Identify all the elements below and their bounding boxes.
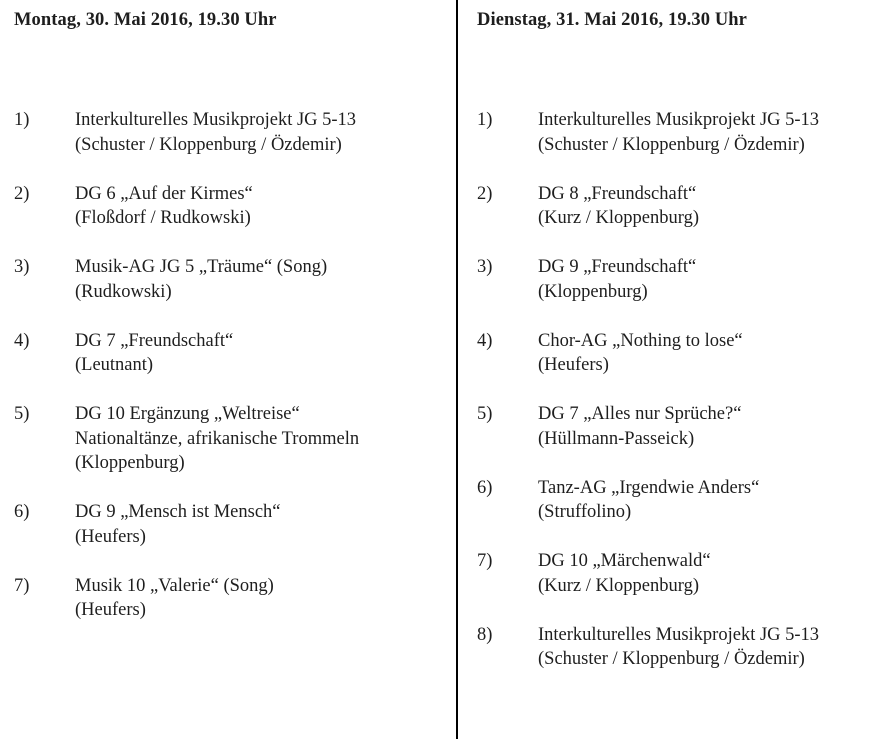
item-people: (Heufers) <box>538 355 609 375</box>
item-text <box>75 108 356 157</box>
item-number: 7) <box>477 551 493 571</box>
item-number: 4) <box>477 330 493 351</box>
program-item <box>477 108 819 157</box>
item-text <box>538 549 711 598</box>
item-text <box>75 329 233 378</box>
item-number: 3) <box>14 257 30 277</box>
item-text <box>538 182 699 231</box>
item-people: (Heufers) <box>75 600 146 620</box>
item-text <box>538 108 819 157</box>
item-people: (Kurz / Kloppenburg) <box>538 208 699 228</box>
item-title: DG 9 „Mensch ist Mensch“ <box>75 502 281 522</box>
item-number: 4) <box>14 330 30 351</box>
item-people: (Schuster / Kloppenburg / Özdemir) <box>75 134 342 155</box>
program-item <box>477 476 819 525</box>
item-title: DG 6 „Auf der Kirmes“ <box>75 183 253 204</box>
item-people: (Rudkowski) <box>75 281 172 302</box>
item-title: DG 10 Ergänzung „Weltreise“ <box>75 404 300 424</box>
item-people: (Schuster / Kloppenburg / Özdemir) <box>538 134 805 155</box>
item-number: 7) <box>14 575 30 596</box>
item-text <box>75 255 327 304</box>
item-title: DG 9 „Freundschaft“ <box>538 257 697 277</box>
program-item <box>14 500 359 549</box>
item-number: 8) <box>477 624 493 645</box>
monday-heading: Montag, 30. Mai 2016, 19.30 Uhr <box>14 10 277 30</box>
item-title: DG 10 „Märchenwald“ <box>538 551 711 571</box>
item-number: 1) <box>14 110 30 130</box>
item-text <box>75 574 274 623</box>
item-people: (Kloppenburg) <box>538 281 648 302</box>
item-title: DG 7 „Alles nur Sprüche?“ <box>538 404 742 424</box>
item-people: (Leutnant) <box>75 355 154 375</box>
program-item <box>14 402 359 476</box>
item-title: Interkulturelles Musikprojekt JG 5-13 <box>538 624 820 645</box>
item-people: (Schuster / Kloppenburg / Özdemir) <box>538 649 805 669</box>
item-title: DG 7 „Freundschaft“ <box>75 330 234 351</box>
item-title: Chor-AG „Nothing to lose“ <box>538 330 743 351</box>
tuesday-heading: Dienstag, 31. Mai 2016, 19.30 Uhr <box>477 10 747 30</box>
item-people: (Kurz / Kloppenburg) <box>538 575 699 596</box>
program-item <box>14 574 359 623</box>
item-text <box>75 402 359 476</box>
item-number: 6) <box>14 502 30 522</box>
item-number: 6) <box>477 477 493 498</box>
item-detail: Nationaltänze, afrikanische Trommeln <box>75 428 360 449</box>
item-people: (Floßdorf / Rudkowski) <box>75 208 251 228</box>
item-number: 1) <box>477 110 493 130</box>
program-item <box>14 108 359 157</box>
item-text <box>538 255 696 304</box>
item-number: 5) <box>477 404 493 424</box>
item-title: Tanz-AG „Irgendwie Anders“ <box>538 477 760 498</box>
program-item <box>477 549 819 598</box>
program-item <box>14 329 359 378</box>
program-item <box>477 402 819 451</box>
item-number: 2) <box>477 183 493 204</box>
item-text <box>538 476 759 525</box>
program-item <box>477 329 819 378</box>
item-text <box>538 402 741 451</box>
item-title: DG 8 „Freundschaft“ <box>538 183 697 204</box>
program-item <box>14 255 359 304</box>
item-people: (Struffolino) <box>538 502 632 522</box>
program-item <box>477 255 819 304</box>
program-item <box>477 182 819 231</box>
item-title: Musik 10 „Valerie“ (Song) <box>75 575 274 596</box>
item-title: Interkulturelles Musikprojekt JG 5-13 <box>538 110 820 130</box>
item-text <box>538 623 819 672</box>
item-text <box>538 329 743 378</box>
item-title: Interkulturelles Musikprojekt JG 5-13 <box>75 110 357 130</box>
item-number: 5) <box>14 404 30 424</box>
item-text <box>75 500 281 549</box>
item-text <box>75 182 253 231</box>
item-title: Musik-AG JG 5 „Träume“ (Song) <box>75 257 328 277</box>
item-number: 2) <box>14 183 30 204</box>
item-people: (Kloppenburg) <box>75 453 185 473</box>
column-divider <box>456 0 458 739</box>
item-people: (Hüllmann-Passeick) <box>538 428 695 449</box>
item-people: (Heufers) <box>75 526 146 547</box>
program-item <box>477 623 819 672</box>
monday-program-list <box>14 108 359 647</box>
program-item <box>14 182 359 231</box>
item-number: 3) <box>477 257 493 277</box>
tuesday-program-list <box>477 108 819 696</box>
